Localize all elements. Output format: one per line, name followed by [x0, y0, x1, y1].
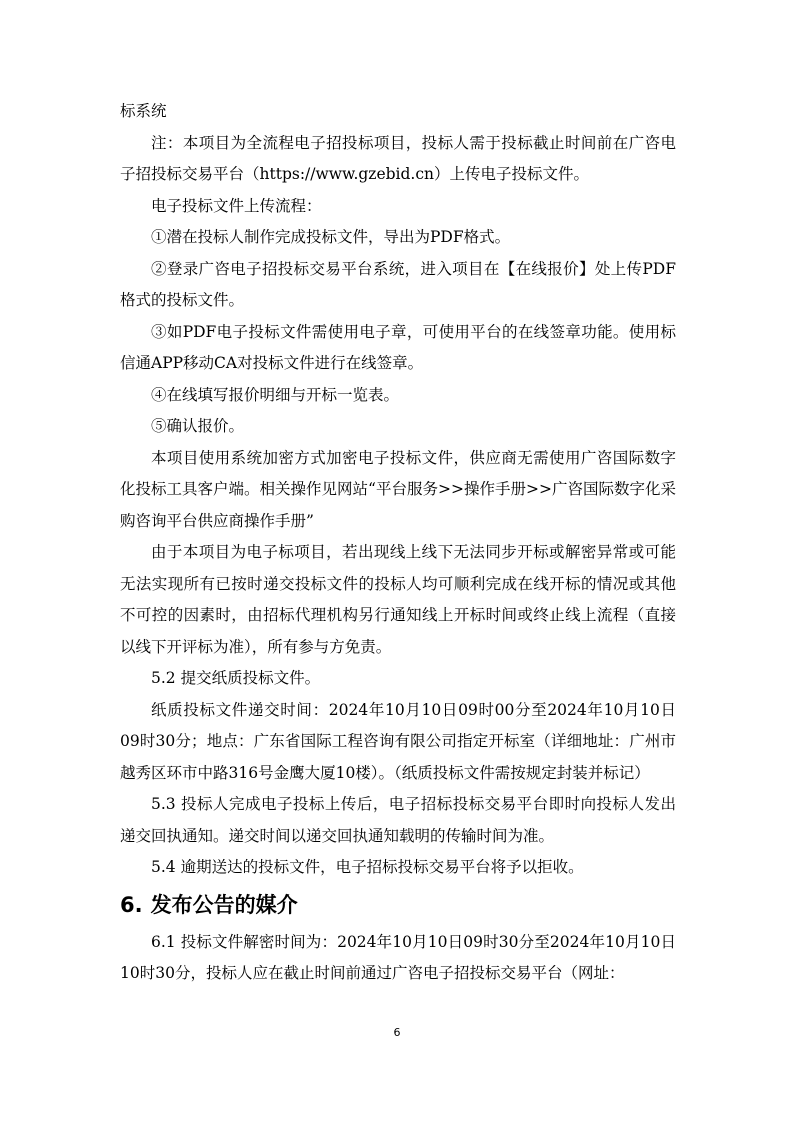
- paragraph: 注：本项目为全流程电子招投标项目，投标人需于投标截止时间前在广咨电子招投标交易平台（https://www.gzebid.cn）上传电子投标文件。: [120, 133, 676, 183]
- section-title: 发布公告的媒介: [150, 892, 298, 917]
- paragraph: ①潜在投标人制作完成投标文件，导出为PDF格式。: [151, 228, 511, 246]
- paragraph: 5.3 投标人完成电子投标上传后，电子招标投标交易平台即时向投标人发出递交回执通知。递交时间以递交回执通知载明的传输时间为准。: [120, 795, 676, 845]
- paragraph: 5.2 提交纸质投标文件。: [151, 669, 321, 687]
- page-number: 6: [393, 1026, 401, 1039]
- paragraph: 纸质投标文件递交时间：2024年10月10日09时00分至2024年10月10日09时30分；地点：广东省国际工程咨询有限公司指定开标室（详细地址：广州市越秀区环市中路316号金鹰大厦10楼）。（纸质投标文件需按规定封装并标记）: [120, 700, 676, 782]
- paragraph: ④在线填写报价明细与开标一览表。: [151, 385, 400, 404]
- paragraph: 电子投标文件上传流程：: [151, 196, 322, 215]
- paragraph: 5.4 逾期送达的投标文件，电子招标投标交易平台将予以拒收。: [151, 858, 584, 876]
- body-text: [120, 96, 676, 990]
- paragraph: 由于本项目为电子标项目，若出现线上线下无法同步开标或解密异常或可能无法实现所有已按时递交投标文件的投标人均可顺利完成在线开标的情况或其他不可控的因素时，由招标代理机构另行通知线上开标时间或终止线上流程（直接以线下开评标为准），所有参与方免责。: [120, 543, 676, 656]
- paragraph: ③如PDF电子投标文件需使用电子章，可使用平台的在线签章功能。使用标信通APP移动CA对投标文件进行在线签章。: [120, 322, 676, 372]
- paragraph: 6.1 投标文件解密时间为：2024年10月10日09时30分至2024年10月10日10时30分，投标人应在截止时间前通过广咨电子招投标交易平台（网址：: [120, 932, 676, 982]
- paragraphs-after: [120, 927, 676, 990]
- section-number: 6.: [120, 892, 143, 917]
- section-heading: [120, 885, 676, 925]
- paragraph: 本项目使用系统加密方式加密电子投标文件，供应商无需使用广咨国际数字化投标工具客户端。相关操作见网站“平台服务>>操作手册>>广咨国际数字化采购咨询平台供应商操作手册”: [120, 448, 676, 530]
- paragraph: 标系统: [120, 102, 167, 120]
- paragraphs-before: [120, 96, 676, 884]
- paragraph: ②登录广咨电子招投标交易平台系统，进入项目在【在线报价】处上传PDF格式的投标文件。: [120, 259, 676, 309]
- paragraph: ⑤确认报价。: [151, 417, 245, 435]
